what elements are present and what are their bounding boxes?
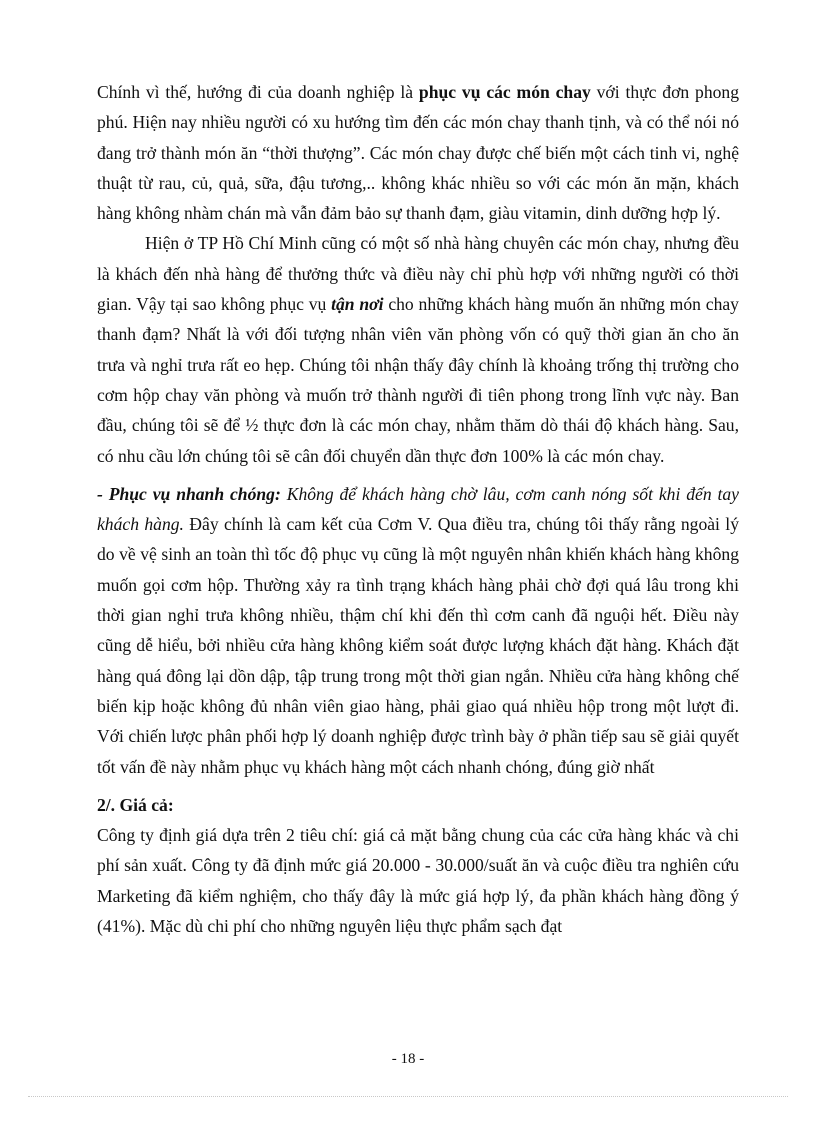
paragraph-pricing: Công ty định giá dựa trên 2 tiêu chí: giá cả mặt bằng chung của các cửa hàng khác và chi phí sản xuất. Công ty đã định mức giá 20.000 - 30.000/suất ăn và cuộc điều tra nghiên cứu Marketing đã kiểm nghiệm, cho thấy đây là mức giá hợp lý, đa phần khách hàng đồng ý (41%). Mặc dù chi phí cho những nguyên liệu thực phẩm sạch đạt: [97, 825, 739, 937]
section-heading-price: 2/. Giá cả:: [97, 794, 174, 815]
paragraph-hcm-restaurants: [97, 228, 739, 470]
text: Đây chính là cam kết của Cơm V. Qua điều tra, chúng tôi thấy rằng ngoài lý do về vệ sinh an toàn thì tốc độ phục vụ cũng là một nguyên nhân khiến khách hàng không muốn gọi cơm hộp. Thường xảy ra tình trạng khách hàng phải chờ đợi quá lâu trong khi thời gian nghỉ trưa không nhiều, thậm chí khi đến thì cơm canh đã nguội hết. Điều này cũng dễ hiểu, bởi nhiều cửa hàng không kiểm soát được lượng khách đặt hàng. Khách đặt hàng quá đông lại dồn dập, tập trung trong một thời gian ngắn. Nhiều cửa hàng không chế biến kịp hoặc không đủ nhân viên giao hàng, phải giao quá nhiều hộp trong một lượt đi. Với chiến lược phân phối hợp lý doanh nghiệp được trình bày ở phần tiếp sau sẽ giải quyết tốt vấn đề này nhằm phục vụ khách hàng một cách nhanh chóng, đúng giờ nhất: [97, 514, 739, 777]
bold-phrase: phục vụ các món chay: [418, 82, 591, 102]
lead-in: - Phục vụ nhanh chóng:: [97, 483, 281, 504]
bold-italic-phrase: tận nơi: [331, 294, 384, 315]
paragraph-fast-service: [97, 479, 739, 782]
italic-phrase: Không để khách hàng chờ lâu, cơm canh nóng sốt khi đến tay khách hàng.: [97, 483, 739, 535]
page-number: - 18 -: [391, 1051, 425, 1067]
text: cho những khách hàng muốn ăn những món chay thanh đạm? Nhất là với đối tượng nhân viên văn phòng vốn có quỹ thời gian ăn cho ăn trưa và nghỉ trưa rất eo hẹp. Chúng tôi nhận thấy đây chính là khoảng trống thị trường cho cơm hộp chay văn phòng và muốn trở thành người đi tiên phong trong lĩnh vực này. Ban đầu, chúng tôi sẽ để ½ thực đơn là các món chay, nhằm thăm dò thái độ khách hàng. Sau, có nhu cầu lớn chúng tôi sẽ cân đối chuyển dần thực đơn 100% là các món chay.: [97, 294, 739, 466]
text: với thực đơn phong phú. Hiện nay nhiều người có xu hướng tìm đến các món chay thanh tịnh, và có thể nói nó đang trở thành món ăn “thời thượng”. Các món chay được chế biến một cách tinh vi, nghệ thuật từ rau, củ, quả, sữa, đậu tương,.. không khác nhiều so với các món ăn mặn, khách hàng không nhàm chán mà vẫn đảm bảo sự thanh đạm, giàu vitamin, dinh dưỡng hợp lý.: [97, 82, 740, 224]
text: Hiện ở TP Hồ Chí Minh cũng có một số nhà hàng chuyên các món chay, nhưng đều là khách đến nhà hàng để thưởng thức và điều này chỉ phù hợp với những người có thời gian. Vậy tại sao không phục vụ: [97, 233, 739, 315]
page-bottom-border: [28, 1096, 788, 1097]
text: Chính vì thế, hướng đi của doanh nghiệp là: [97, 82, 419, 102]
paragraph-vegetarian-direction: [97, 77, 739, 228]
document-body: [97, 77, 739, 941]
